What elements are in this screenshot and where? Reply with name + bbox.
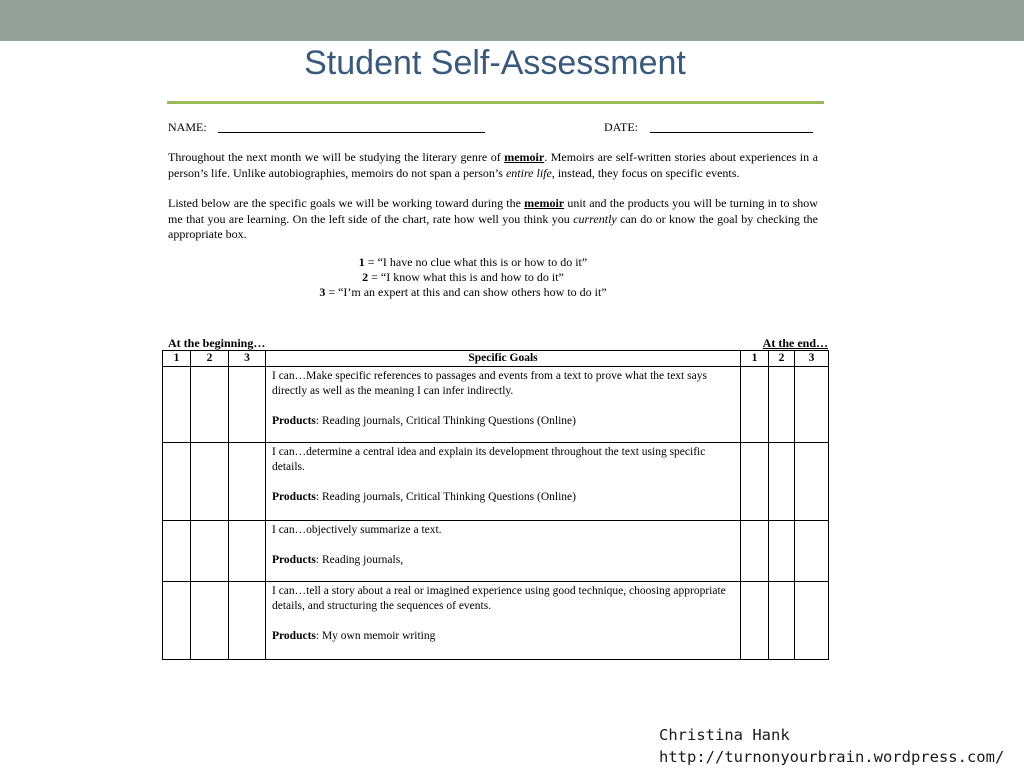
header-after-3: 3 (795, 351, 829, 367)
rating-box-before-1[interactable] (163, 582, 191, 660)
rating-box-before-3[interactable] (229, 443, 266, 521)
table-row (163, 367, 829, 443)
goal-text: I can…objectively summarize a text. (272, 524, 442, 536)
rating-box-after-1[interactable] (741, 443, 769, 521)
header-after-1: 1 (741, 351, 769, 367)
name-label: NAME: (168, 120, 207, 134)
name-date-row (168, 118, 818, 136)
rating-box-before-1[interactable] (163, 521, 191, 582)
rating-box-after-1[interactable] (741, 367, 769, 443)
rating-box-after-3[interactable] (795, 367, 829, 443)
goals-table (162, 350, 829, 660)
top-banner (0, 0, 1024, 41)
intro-paragraph: Throughout the next month we will be studying the literary genre of memoir. Memoirs are self-written stories about experiences in a person’s life. Unlike autobiographies, memoirs do not span a person’s entire life, instead, they focus on specific events. (168, 150, 818, 180)
header-before-1: 1 (163, 351, 191, 367)
table-row (163, 582, 829, 660)
memoir-term: memoir (524, 196, 565, 210)
goal-products: Products: Reading journals, Critical Thinking Questions (Online) (272, 415, 576, 427)
rating-box-after-3[interactable] (795, 521, 829, 582)
goal-cell (266, 521, 741, 582)
rating-box-after-1[interactable] (741, 582, 769, 660)
rating-box-before-2[interactable] (191, 582, 229, 660)
goal-products: Products: My own memoir writing (272, 630, 436, 642)
scale-item: 2 = “I know what this is and how to do it” (362, 269, 564, 284)
rating-box-before-3[interactable] (229, 367, 266, 443)
header-after-2: 2 (769, 351, 795, 367)
rating-box-before-3[interactable] (229, 582, 266, 660)
rating-box-before-2[interactable] (191, 521, 229, 582)
date-label: DATE: (604, 120, 638, 134)
beginning-label: At the beginning… (168, 336, 266, 350)
header-specific-goals: Specific Goals (266, 351, 741, 367)
rating-box-after-2[interactable] (769, 521, 795, 582)
scale-item: 3 = “I’m an expert at this and can show others how to do it” (319, 284, 607, 299)
rating-box-before-3[interactable] (229, 521, 266, 582)
rating-scale (168, 255, 818, 300)
goal-cell (266, 367, 741, 443)
end-label: At the end… (762, 336, 828, 350)
goal-cell (266, 443, 741, 521)
author-name: Christina Hank (659, 726, 790, 744)
goal-text: I can…Make specific references to passages and events from a text to prove what the text says directly as well as the meaning I can infer indirectly. (272, 370, 707, 397)
author-url[interactable]: http://turnonyourbrain.wordpress.com/ (659, 748, 1005, 766)
memoir-term: memoir (504, 150, 545, 164)
rating-box-after-2[interactable] (769, 582, 795, 660)
goal-products: Products: Reading journals, Critical Thinking Questions (Online) (272, 491, 576, 503)
header-before-2: 2 (191, 351, 229, 367)
table-row (163, 521, 829, 582)
rating-box-after-3[interactable] (795, 443, 829, 521)
table-row (163, 443, 829, 521)
slide-title: Student Self-Assessment (304, 44, 686, 82)
assessment-document (168, 118, 818, 300)
name-line[interactable] (218, 132, 485, 133)
rating-box-after-1[interactable] (741, 521, 769, 582)
rating-box-after-2[interactable] (769, 367, 795, 443)
rating-box-before-1[interactable] (163, 443, 191, 521)
header-before-3: 3 (229, 351, 266, 367)
rating-box-after-2[interactable] (769, 443, 795, 521)
rating-box-after-3[interactable] (795, 582, 829, 660)
scale-item: 1 = “I have no clue what this is or how to do it” (358, 254, 588, 269)
goal-cell (266, 582, 741, 660)
author-credit (659, 724, 1004, 768)
goal-text: I can…determine a central idea and explain its development throughout the text using specific details. (272, 446, 706, 473)
rating-box-before-2[interactable] (191, 443, 229, 521)
title-underline (167, 101, 824, 104)
instructions-paragraph: Listed below are the specific goals we will be working toward during the memoir unit and the products you will be turning in to show me that you are learning. On the left side of the chart, rate how well you think you currently can do or know the goal by checking the appropriate box. (168, 196, 818, 241)
rating-box-before-2[interactable] (191, 367, 229, 443)
goal-text: I can…tell a story about a real or imagined experience using good technique, choosing appropriate details, and structuring the sequences of events. (272, 585, 726, 612)
goal-products: Products: Reading journals, (272, 554, 404, 566)
date-line[interactable] (650, 132, 813, 133)
table-header (163, 351, 829, 367)
rating-period-labels (168, 336, 828, 350)
rating-box-before-1[interactable] (163, 367, 191, 443)
